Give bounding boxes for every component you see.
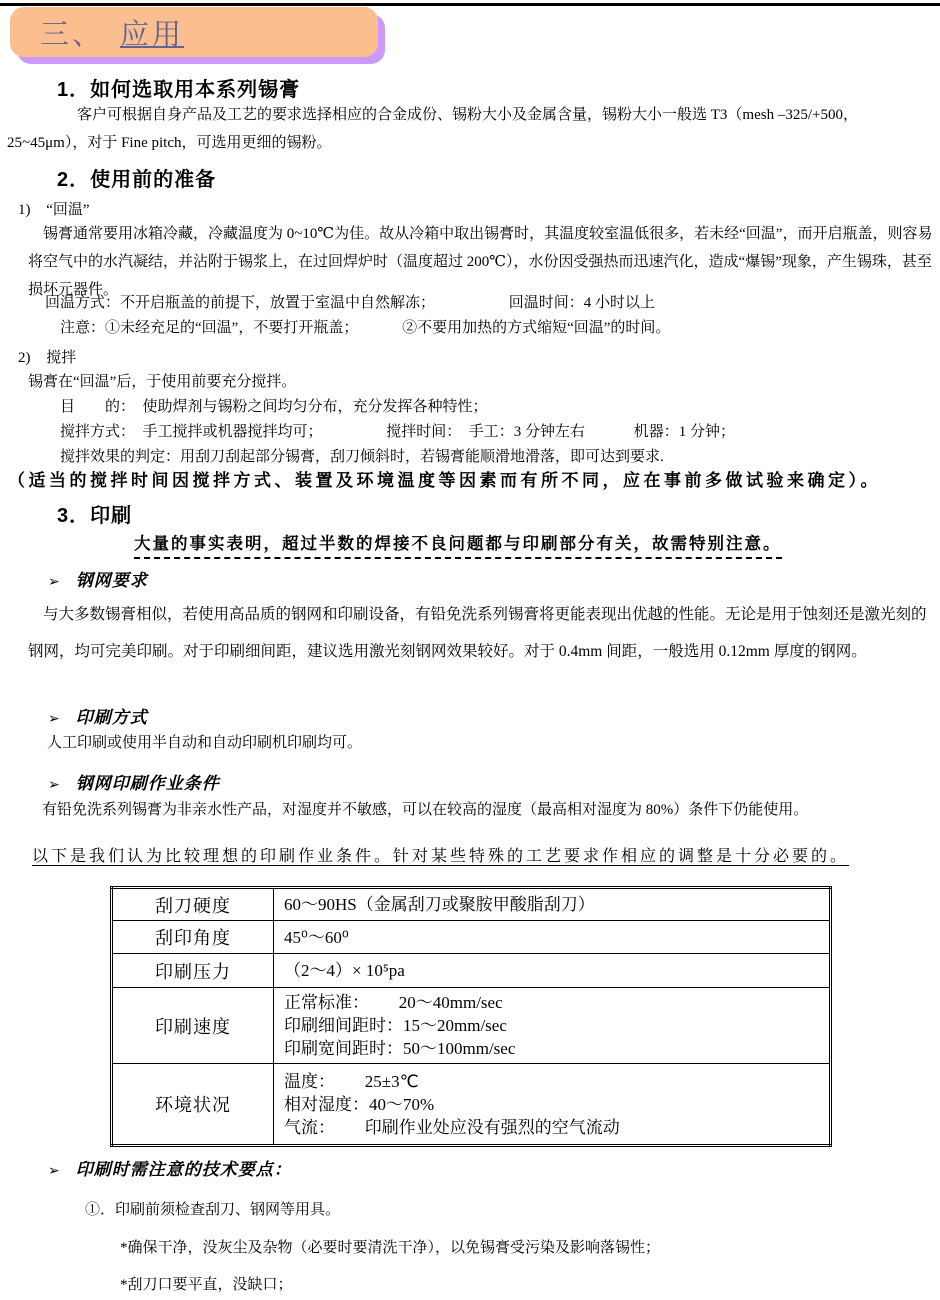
paragraph-stencil: 与大多数锡膏相似，若使用高品质的钢网和印刷设备，有铅免洗系列锡膏将更能表现出优越的性能。无论是用于蚀刻还是激光刻的钢网，均可完美印刷。对于印刷细间距，建议选用激光刻钢网效果较好。对于 0.4mm 间距，一般选用 0.12mm 厚度的钢网。 bbox=[28, 606, 927, 660]
cell-line: 印刷宽间距时：50～100mm/sec bbox=[284, 1039, 516, 1058]
table-row bbox=[112, 988, 831, 1064]
printing-warning: 大量的事实表明，超过半数的焊接不良问题都与印刷部分有关，故需特别注意。 bbox=[134, 530, 782, 559]
stir-method-text: 搅拌方式： 手工搅拌或机器搅拌均可； bbox=[60, 424, 323, 440]
tech-point-1-sub-2: *刮刀口要平直，没缺口； bbox=[120, 1277, 293, 1293]
paragraph-rewarm: 锡膏通常要用冰箱冷藏，冷藏温度为 0~10℃为佳。故从冷箱中取出锡膏时，其温度较室温低很多，若未经“回温”，而开启瓶盖，则容易将空气中的水汽凝结，并沾附于锡浆上，在过回焊炉时（温度超过 200℃），水份因受强热而迅速汽化，造成“爆锡”现象，产生锡珠，甚至损坏元器件。 bbox=[28, 226, 933, 298]
table-row bbox=[112, 888, 831, 921]
row-value bbox=[274, 954, 831, 988]
rewarm-time-text: 回温时间：4 小时以上 bbox=[508, 295, 656, 311]
list-item-stir-title: 搅拌 bbox=[46, 350, 77, 366]
paragraph-printing-method: 人工印刷或使用半自动和自动印刷机印刷均可。 bbox=[47, 735, 363, 751]
row-value bbox=[274, 1064, 831, 1146]
printing-conditions-table bbox=[110, 886, 832, 1147]
bullet-working-conditions bbox=[48, 769, 220, 794]
line-rewarm-notes bbox=[60, 318, 670, 338]
top-rule bbox=[0, 3, 940, 6]
cell-line: 气流： 印刷作业处应没有强烈的空气流动 bbox=[284, 1117, 620, 1137]
stir-time-text: 搅拌时间： 手工：3 分钟左右 bbox=[386, 424, 586, 440]
line-stir-judge: 搅拌效果的判定：用刮刀刮起部分锡膏，刮刀倾斜时，若锡膏能顺滑地滑落，即可达到要求. bbox=[60, 449, 664, 465]
list-marker: 1) bbox=[18, 202, 31, 218]
bullet-title-stencil: 钢网要求 bbox=[75, 571, 148, 590]
arrow-bullet-icon: ➢ bbox=[48, 574, 60, 590]
row-value bbox=[274, 988, 831, 1064]
arrow-bullet-icon: ➢ bbox=[48, 777, 60, 793]
arrow-bullet-icon: ➢ bbox=[48, 1163, 60, 1179]
heading-printing: 3．印刷 bbox=[57, 505, 133, 527]
bullet-tech-points bbox=[48, 1155, 292, 1180]
bullet-title-conditions: 钢网印刷作业条件 bbox=[75, 774, 220, 793]
line-rewarm-method bbox=[45, 293, 655, 313]
row-label-squeegee-hardness: 刮刀硬度 bbox=[112, 888, 274, 921]
bullet-printing-method bbox=[48, 703, 148, 728]
rewarm-note-1: 注意：①未经充足的“回温”，不要打开瓶盖； bbox=[60, 320, 359, 336]
rewarm-method-text: 回温方式：不开启瓶盖的前提下，放置于室温中自然解冻； bbox=[45, 295, 436, 311]
cell-line: 正常标准： 20～40mm/sec bbox=[284, 993, 503, 1012]
table-row bbox=[112, 954, 831, 988]
cell-line: 45⁰～60⁰ bbox=[284, 927, 349, 947]
list-marker: 2) bbox=[18, 350, 31, 366]
row-label-print-speed: 印刷速度 bbox=[112, 988, 274, 1064]
bullet-title-tech-points: 印刷时需注意的技术要点： bbox=[75, 1160, 292, 1179]
cell-line: 相对湿度：40～70% bbox=[284, 1094, 435, 1114]
tech-point-1: ①．印刷前须检查刮刀、钢网等用具。 bbox=[85, 1202, 341, 1218]
stir-caution-note: （适当的搅拌时间因搅拌方式、装置及环境温度等因素而有所不同，应在事前多做试验来确定）。 bbox=[8, 471, 881, 490]
section-header-banner bbox=[10, 7, 378, 57]
line-stir-purpose: 目 的： 使助焊剂与锡粉之间均匀分布，充分发挥各种特性； bbox=[60, 399, 488, 415]
line-stir-method bbox=[60, 422, 735, 442]
rewarm-note-2: ②不要用加热的方式缩短“回温”的时间。 bbox=[402, 320, 671, 336]
heading-preparation: 2．使用前的准备 bbox=[57, 169, 217, 191]
bullet-title-method: 印刷方式 bbox=[75, 708, 148, 727]
section-numeral: 三、 bbox=[40, 18, 105, 51]
paragraph-working-conditions: 有铅免洗系列锡膏为非亲水性产品，对湿度并不敏感，可以在较高的湿度（最高相对湿度为 80%）条件下仍能使用。 bbox=[42, 802, 809, 818]
ideal-conditions-note: 以下是我们认为比较理想的印刷作业条件。针对某些特殊的工艺要求作相应的调整是十分必要的。 bbox=[32, 848, 850, 865]
paragraph-select-paste: 客户可根据自身产品及工艺的要求选择相应的合金成份、锡粉大小及金属含量，锡粉大小一般选 T3（mesh –325/+500，25~45μm），对于 Fine pitch，可选用更细的锡粉。 bbox=[7, 107, 858, 151]
table-row bbox=[112, 1064, 831, 1146]
stir-machine-text: 机器：1 分钟； bbox=[633, 424, 736, 440]
row-label-print-angle: 刮印角度 bbox=[112, 921, 274, 954]
tech-point-1-sub-1: *确保干净，没灰尘及杂物（必要时要清洗干净），以免锡膏受污染及影响落锡性； bbox=[120, 1240, 661, 1256]
arrow-bullet-icon: ➢ bbox=[48, 711, 60, 727]
bullet-stencil-requirements bbox=[48, 566, 148, 591]
row-value bbox=[274, 921, 831, 954]
list-item-rewarm bbox=[18, 200, 90, 220]
cell-line: 温度： 25±3℃ bbox=[284, 1071, 419, 1091]
cell-line: （2～4）× 10⁵pa bbox=[284, 961, 405, 980]
table-row bbox=[112, 921, 831, 954]
cell-line: 60～90HS（金属刮刀或聚胺甲酸脂刮刀） bbox=[284, 895, 595, 914]
row-label-environment: 环境状况 bbox=[112, 1064, 274, 1146]
row-value bbox=[274, 888, 831, 921]
list-item-rewarm-title: “回温” bbox=[46, 202, 90, 218]
list-item-stir bbox=[18, 348, 76, 368]
row-label-print-pressure: 印刷压力 bbox=[112, 954, 274, 988]
page-title: 应用 bbox=[120, 18, 185, 51]
heading-select-paste: 1．如何选取用本系列锡膏 bbox=[57, 79, 301, 101]
line-stir-intro: 锡膏在“回温”后，于使用前要充分搅拌。 bbox=[28, 374, 297, 390]
cell-line: 印刷细间距时：15～20mm/sec bbox=[284, 1016, 507, 1035]
